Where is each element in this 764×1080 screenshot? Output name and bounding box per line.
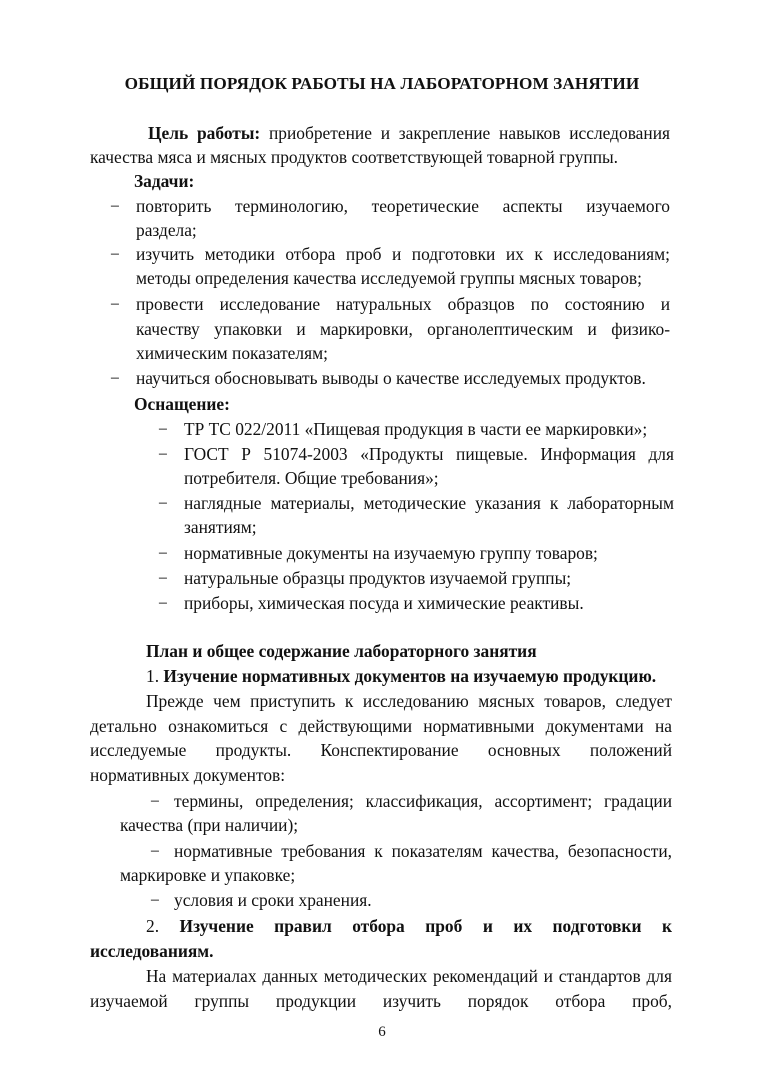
section-1-title: Изучение нормативных документов на изучаемую продукцию. xyxy=(163,666,657,686)
tasks-heading: Задачи: xyxy=(134,171,195,191)
section-1-para-line-2: детально ознакомиться с действующими нормативными документами на xyxy=(90,716,672,736)
section-2-para-line-2: изучаемой группы продукции изучить порядок отбора проб, xyxy=(90,991,672,1011)
list-dash: − xyxy=(110,368,120,388)
goal-label: Цель работы: xyxy=(148,123,261,143)
task-item-1-line-1: повторить терминологию, теоретические аспекты изучаемого xyxy=(136,196,670,216)
section-2-title-1: Изучение правил отбора проб и их подготовки к xyxy=(179,916,672,936)
list-dash: − xyxy=(150,841,160,861)
section-2-number: 2. xyxy=(146,916,160,936)
section-1-item-1-line-1: термины, определения; классификация, ассортимент; градации xyxy=(174,791,672,811)
page-number: 6 xyxy=(378,1024,386,1040)
list-dash: − xyxy=(158,593,168,613)
section-1-item-1-line-2: качества (при наличии); xyxy=(120,815,299,835)
section-1-para-line-3: исследуемые продукты. Конспектирование основных положений xyxy=(90,740,672,760)
equipment-heading: Оснащение: xyxy=(134,394,230,414)
section-2-title-line-1 xyxy=(146,914,672,938)
list-dash: − xyxy=(110,294,120,314)
task-item-4-line-1: научиться обосновывать выводы о качестве исследуемых продуктов. xyxy=(136,368,646,388)
task-item-2-line-2: методы определения качества исследуемой группы мясных товаров; xyxy=(136,268,642,288)
list-dash: − xyxy=(110,196,120,216)
list-dash: − xyxy=(150,791,160,811)
task-item-3-line-3: химическим показателям; xyxy=(136,343,328,363)
equipment-item-1-line-1: ТР ТС 022/2011 «Пищевая продукция в части ее маркировки»; xyxy=(184,419,648,439)
section-1-para-line-4: нормативных документов: xyxy=(90,765,286,785)
equipment-item-6-line-1: приборы, химическая посуда и химические реактивы. xyxy=(184,593,584,613)
plan-heading: План и общее содержание лабораторного занятия xyxy=(146,641,537,661)
goal-text-1: приобретение и закрепление навыков исследования xyxy=(269,123,671,143)
equipment-item-3-line-1: наглядные материалы, методические указания к лабораторным xyxy=(184,493,674,513)
section-2-para-line-1: На материалах данных методических рекомендаций и стандартов для xyxy=(146,966,672,986)
list-dash: − xyxy=(158,444,168,464)
equipment-item-2-line-1: ГОСТ Р 51074-2003 «Продукты пищевые. Информация для xyxy=(184,444,674,464)
task-item-3-line-2: качеству упаковки и маркировки, органолептическим и физико- xyxy=(136,319,670,339)
section-1-number: 1. xyxy=(146,666,160,686)
section-1-item-3-line-1: условия и сроки хранения. xyxy=(174,890,372,910)
equipment-item-4-line-1: нормативные документы на изучаемую группу товаров; xyxy=(184,543,598,563)
section-1-item-2-line-2: маркировке и упаковке; xyxy=(120,865,296,885)
list-dash: − xyxy=(158,493,168,513)
equipment-item-2-line-2: потребителя. Общие требования»; xyxy=(184,468,439,488)
section-1-item-2-line-1: нормативные требования к показателям качества, безопасности, xyxy=(174,841,672,861)
task-item-1-line-2: раздела; xyxy=(136,220,197,240)
list-dash: − xyxy=(158,568,168,588)
goal-text-2: качества мяса и мясных продуктов соответствующей товарной группы. xyxy=(90,147,619,167)
list-dash: − xyxy=(110,244,120,264)
section-1-para-line-1: Прежде чем приступить к исследованию мясных товаров, следует xyxy=(146,691,672,711)
list-dash: − xyxy=(158,543,168,563)
equipment-item-3-line-2: занятиям; xyxy=(184,517,257,537)
list-dash: − xyxy=(158,419,168,439)
section-2-title-line-2: исследованиям. xyxy=(90,941,214,961)
list-dash: − xyxy=(150,890,160,910)
section-1-title-line xyxy=(146,664,656,688)
task-item-2-line-1: изучить методики отбора проб и подготовки их к исследованиям; xyxy=(136,244,670,264)
page-title: ОБЩИЙ ПОРЯДОК РАБОТЫ НА ЛАБОРАТОРНОМ ЗАНЯТИИ xyxy=(124,74,640,93)
goal-line-1 xyxy=(148,121,670,145)
equipment-item-5-line-1: натуральные образцы продуктов изучаемой группы; xyxy=(184,568,572,588)
task-item-3-line-1: провести исследование натуральных образцов по состоянию и xyxy=(136,294,670,314)
